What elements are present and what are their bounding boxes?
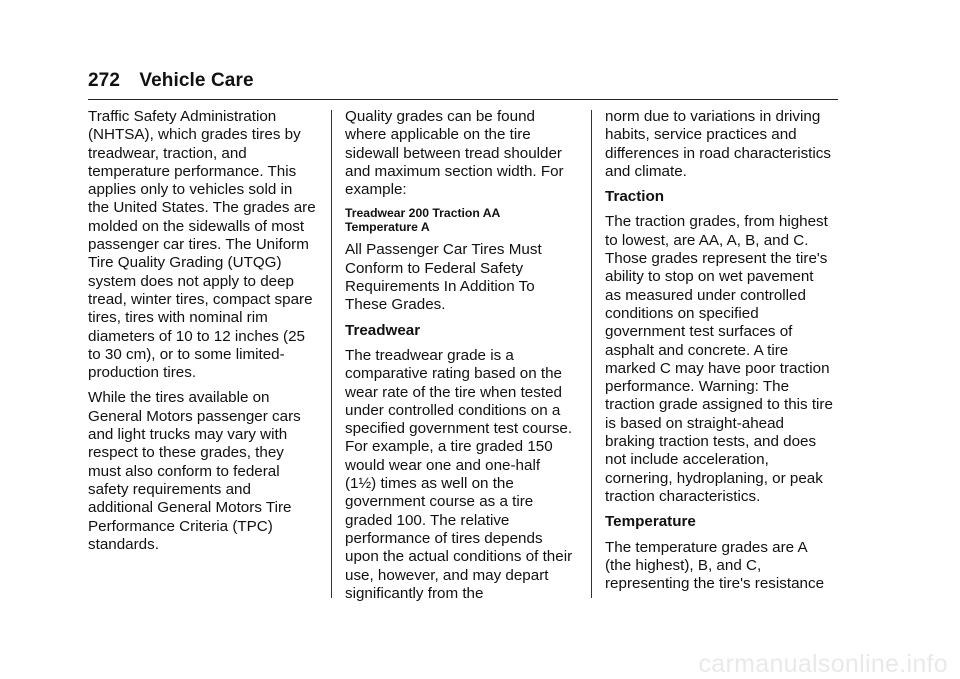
column-3 — [605, 108, 833, 600]
paragraph: The traction grades, from highest to lowest, are AA, A, B, and C. Those grades represent the tire's ability to stop on wet pavement as measured under controlled conditions on specified government test surfaces of asphalt and concrete. A tire marked C may have poor traction performance. Warning: The traction grade assigned to this tire is based on straight-ahead braking traction tests, and does not include acceleration, cornering, hydroplaning, or peak traction characteristics. — [605, 213, 833, 505]
page-header — [88, 70, 254, 92]
column-divider — [591, 110, 592, 598]
column-divider — [331, 110, 332, 598]
sample-grade-label: Treadwear 200 Traction AA Temperature A — [345, 206, 500, 235]
temperature-heading: Temperature — [605, 513, 696, 531]
traction-heading: Traction — [605, 188, 665, 206]
section-title: Vehicle Care — [139, 70, 254, 91]
column-1 — [88, 108, 316, 561]
paragraph: The treadwear grade is a comparative rating based on the wear rate of the tire when tested under controlled conditions on a specified government test course. For example, a tire graded 150 would wear one and one-half (1½) times as well on the government course as a tire graded 100. The relative performance of tires depends upon the actual conditions of their use, however, and may depart significantly from the — [345, 346, 573, 602]
paragraph: All Passenger Car Tires Must Conform to Federal Safety Requirements In Addition To These Grades. — [345, 241, 542, 314]
paragraph: Traffic Safety Administration (NHTSA), which grades tires by treadwear, traction, and temperature performance. This applies only to vehicles sold in the United States. The grades are molded on the sidewalls of most passenger car tires. The Uniform Tire Quality Grading (UTQG) system does not apply to deep tread, winter tires, compact spare tires, tires with nominal rim diameters of 10 to 12 inches (25 to 30 cm), or to some limited-production tires. — [88, 108, 316, 382]
header-rule — [88, 99, 838, 100]
treadwear-heading: Treadwear — [345, 321, 421, 339]
watermark: carmanualsonline.info — [698, 650, 948, 678]
column-2 — [345, 108, 573, 610]
paragraph: norm due to variations in driving habits, service practices and differences in road characteristics and climate. — [605, 108, 831, 180]
paragraph: While the tires available on General Motors passenger cars and light trucks may vary with respect to these grades, they must also conform to federal safety requirements and additional General Motors Tire Performance Criteria (TPC) standards. — [88, 389, 301, 553]
paragraph: Quality grades can be found where applicable on the tire sidewall between tread shoulder and maximum section width. For example: — [345, 108, 564, 199]
page-number: 272 — [88, 70, 121, 91]
paragraph: The temperature grades are A (the highest), B, and C, representing the tire's resistance — [605, 538, 825, 593]
